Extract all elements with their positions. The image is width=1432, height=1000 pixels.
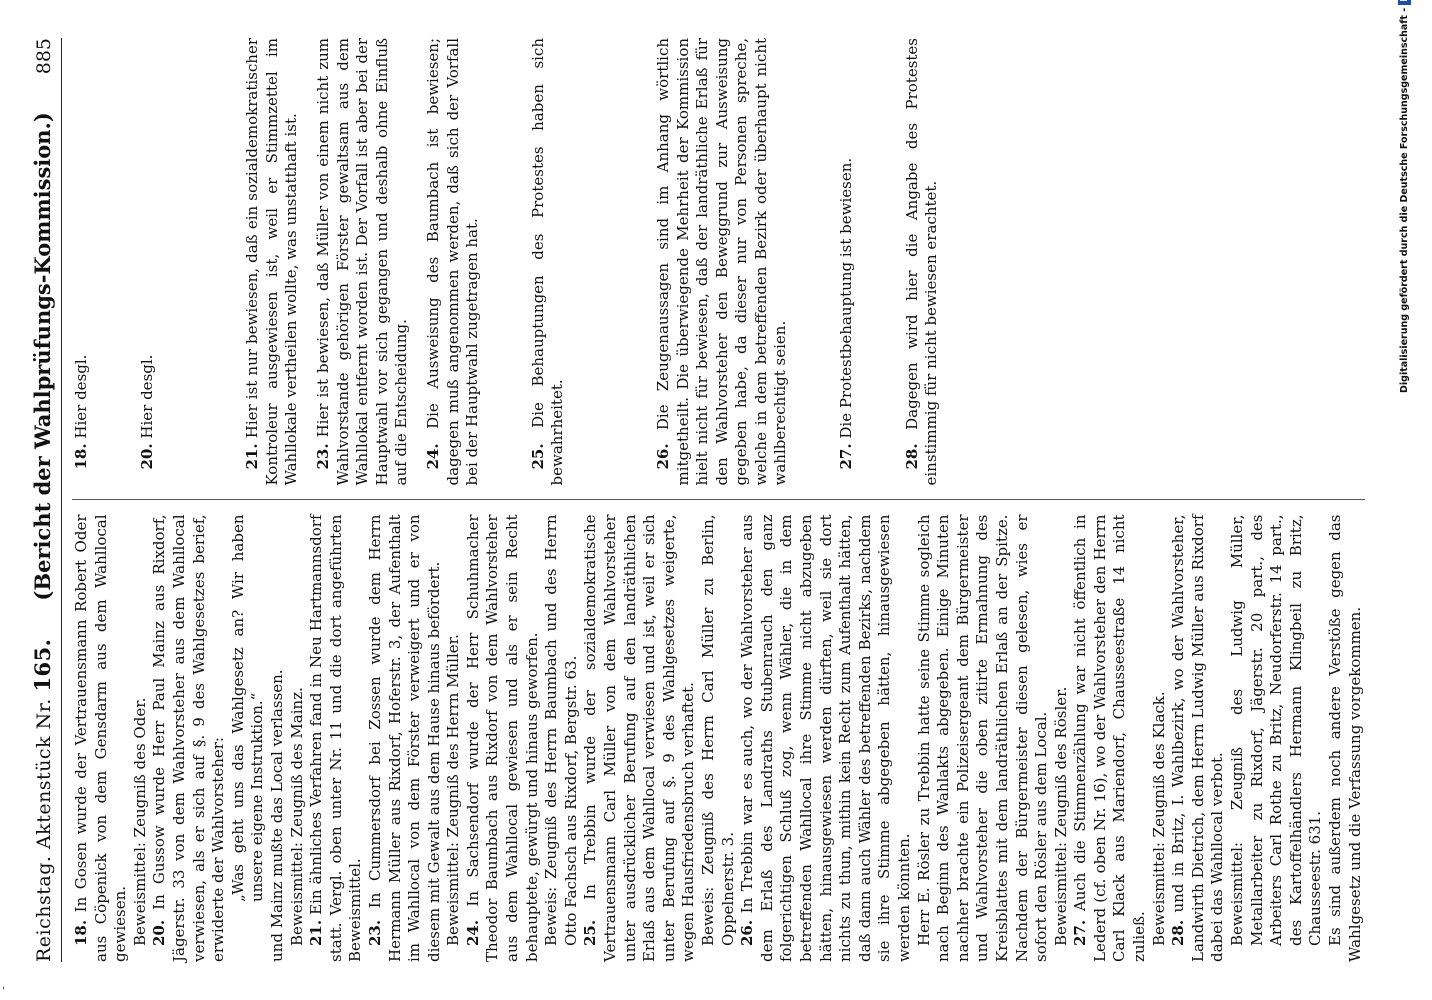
left-paragraph [738,514,914,962]
evidence-line: Beweismittel: Zeugniß des Mainz. [287,687,306,946]
quotation: „Was geht uns das Wahlgesetz an? Wir haben unsere eigene Instruktion.“ [228,514,267,902]
two-column-body [72,38,1365,962]
right-paragraph [654,38,791,486]
paragraph-number: 25. [581,919,600,946]
spacer [483,38,529,486]
corner-mark: ' [2,986,5,997]
paragraph-number: 25. [528,443,547,470]
evidence-line: Beweismittel: Zeugniß des Herrn Müller. [444,634,463,946]
paragraph-number: 23. [313,443,332,470]
header-left: Reichstag. Aktenstück Nr. [33,698,55,962]
paragraph-text: Die Protestbehauptung ist bewiesen. [837,157,856,439]
left-paragraph [366,514,444,962]
paragraph-number: 23. [365,919,384,946]
paragraph-number: 20. [137,443,156,470]
right-column [72,38,1365,486]
header-title [30,639,55,963]
paragraph-number: 24. [463,919,482,946]
spacer [412,38,424,486]
paragraph-number: 18. [72,443,90,470]
credit-text: Digitalisierung gefördert durch die Deutsche Forschungsgemeinschaft - [1399,7,1410,393]
right-paragraph [529,38,568,486]
header-center: (Bericht der Wahlprüfungs-Kommission.) [30,112,55,601]
right-paragraph [243,38,302,486]
paragraph-text: In Sachsendorf wurde der Herr Schuhmacher Theodor Baumbach aus Rixdorf von dem Wahlvorsteher aus dem Wahllocal gewiesen und als er sein Recht behauptete, gewürgt und hinaus geworfen. [463,514,541,962]
paragraph-number: 27. [1071,919,1090,946]
right-paragraph [138,38,158,486]
paragraph-number: 24. [423,443,442,470]
spacer [568,38,654,486]
dfg-badge [1398,0,1411,5]
paragraph-number: 26. [738,919,757,946]
spacer [857,38,903,486]
paragraph-text: In Gussow wurde Herr Paul Mainz aus Rixdorf, Jägerstr. 33 von dem Wahlvorsteher aus dem Wahllocal verwiesen, als er sich auf §. 9 des Wahlgesetzes berief, erwiderte der Wahlvorsteher: [150,514,228,962]
paragraph-number: 21. [243,443,262,470]
paragraph-number: 21. [307,919,326,946]
page-header [30,38,62,962]
evidence-line: Beweismittel: Zeugniß des Klack. [1149,691,1168,946]
evidence-line: Beweismittel: Zeugniß des Oder. [130,697,149,946]
left-paragraph [581,514,699,962]
left-paragraph [72,514,131,962]
credit-text-line [1393,8,1417,393]
paragraph-continuation: Herr E. Rösler zu Trebbin hatte seine Stimme sogleich nach Beginn des Wahlakts abgegeben. Einige Minuten nachher brachte ein Polizeisergeant dem Bürgermeister und Wahlvorsteher die oben zitirte Ermahnung des Kreisblattes mit dem landräthlichen Erlaß an der Spitze. Nachdem der Bürgermeister diesen gelesen, wies er sofort den Rösler aus dem Local. [914,514,1051,962]
paragraph-text: In Trebbin war es auch, wo der Wahlvorsteher aus dem Erlaß des Landraths Stubenrauch den ganz folgerichtigen Schluß zog, wenn Wähler, die in dem betreffenden Wahllocal ihre Stimme nicht abzugeben hätten, hinausgewiesen werden dürften, weil sie dort nichts zu thun, mithin kein Recht zum Aufenthalt hätten, daß dann auch Wähler des betreffenden Bezirks, nachdem sie ihre Stimme abgegeben hätten, hinausgewiesen werden könnten. [738,514,913,962]
right-paragraph [314,38,412,486]
closing-paragraph: Es sind außerdem noch andere Verstöße gegen das Wahlgesetz und die Verfassung vorgekommen. [1326,514,1364,962]
paragraph-continuation: und Mainz mußte das Local verlassen. [267,669,286,962]
paragraph-text: Dagegen wird hier die Angabe des Protestes einstimmig für nicht bewiesen erachtet. [902,37,941,486]
paragraph-text: Ein ähnliches Verfahren fand in Neu Hartmannsdorf statt. Vergl. oben unter Nr. 11 und die dort angeführten Beweismittel. [307,514,365,962]
paragraph-text: Hier desgl. [72,354,90,439]
column-divider [72,500,1365,501]
right-paragraph [424,38,483,486]
paragraph-text: und in Britz, I. Wahlbezirk, wo der Wahlvorsteher, Landwirth Dietrich, dem Herrn Ludwig Müller aus Rixdorf dabei das Wahllocal verbot. [1169,514,1227,962]
right-paragraph [837,38,857,486]
evidence-line: Beweismittel: Zeugniß des Rösler. [1051,686,1070,946]
spacer [92,38,138,486]
paragraph-text: Hier ist nur bewiesen, daß ein sozialdemokratischer Kontroleur ausgewiesen ist, weil er Stimmzettel im Wahllokale vertheilen wollte, was unstatthaft ist. [243,37,301,486]
right-paragraph [903,38,942,486]
paragraph-text: Hier desgl. [137,354,156,439]
paragraph-text: Hier ist bewiesen, daß Müller von einem nicht zum Wahlvorstande gehörigen Förster gewaltsam aus dem Wahllokal entfernt worden ist. Der Vorfall ist aber bei der Hauptwahl vor sich gegangen und deshalb ohne Einfluß auf die Entscheidung. [313,37,411,486]
left-paragraph [150,514,228,962]
evidence-line: Beweis: Zeugniß des Herrn Baumbach und des Herrn Otto Fachsch aus Rixdorf, Bergstr. 63. [542,514,580,946]
left-paragraph [464,514,542,962]
paragraph-text: Die Zeugenaussagen sind im Anhang wörtlich mitgetheilt. Die überwiegende Mehrheit der Kommission hielt nicht für bewiesen, daß der landräthliche Erlaß für den Wahlvorsteher den Beweggrund zur Ausweisung gegeben habe, da dieser nur von Personen spreche, welche in dem betreffenden Bezirk oder überhaupt nicht wahlberechtigt seien. [653,37,790,486]
paragraph-text: Auch die Stimmenzählung war nicht öffentlich in Lederd (cf. oben Nr. 16), wo der Wahlvorsteher den Herrn Carl Klack aus Mariendorf, Chausseestraße 14 nicht zuließ. [1071,514,1149,962]
paragraph-text: In Trebbin wurde der sozialdemokratische Vertrauensmann Carl Müller von dem Wahlvorsteher unter ausdrücklicher Berufung auf den landräthlichen Erlaß aus dem Wahllocal verwiesen und ist, weil er sich unter Berufung auf §. 9 des Wahlgesetzes weigerte, wegen Hausfriedensbruch verhaftet. [581,514,698,962]
document-number: 165. [30,638,55,692]
evidence-line: Beweismittel: Zeugniß des Ludwig Müller, Metallarbeiter zu Rixdorf, Jägerstr. 20 part., des Arbeiters Carl Rothe zu Britz, Neudorferstr. 14 part., des Kartoffelhändlers Hermann Klingbeil zu Britz, Chausseestr. 631. [1228,514,1325,946]
spacer [302,38,314,486]
left-paragraph [1169,514,1228,962]
left-paragraph [1071,514,1149,962]
paragraph-number: 26. [653,443,672,470]
paragraph-number: 20. [150,919,169,946]
page-number: 885 [33,38,55,75]
paragraph-number: 27. [837,443,856,470]
left-paragraph [307,514,366,962]
paragraph-number: 28. [1169,919,1188,946]
paragraph-number: 28. [902,443,921,470]
paragraph-number: 18. [72,919,90,946]
digitization-credit [1393,8,1417,393]
evidence-line: Beweis: Zeugniß des Herrn Carl Müller zu Berlin, Oppelnerstr. 3. [699,514,737,946]
right-paragraph [72,38,92,486]
paragraph-text: In Cummersdorf bei Zossen wurde dem Herrn Hermann Müller aus Rixdorf, Hoferstr. 3, der Aufenthalt im Wahllocal von dem Förster verweigert und er von diesem mit Gewalt aus dem Hause hinaus befördert. [365,514,443,962]
left-column [72,514,1365,962]
spacer [791,38,837,486]
paragraph-text: Die Ausweisung des Baumbach ist bewiesen; dagegen muß angenommen werden, daß sich der Vorfall bei der Hauptwahl zugetragen hat. [423,37,482,486]
paragraph-text: Die Behauptungen des Protestes haben sich bewahrheitet. [528,38,567,486]
spacer [157,38,243,486]
paragraph-text: In Gosen wurde der Vertrauensmann Robert Oder aus Cöpenick von dem Gensdarm aus dem Wahllocal gewiesen. [72,514,130,962]
